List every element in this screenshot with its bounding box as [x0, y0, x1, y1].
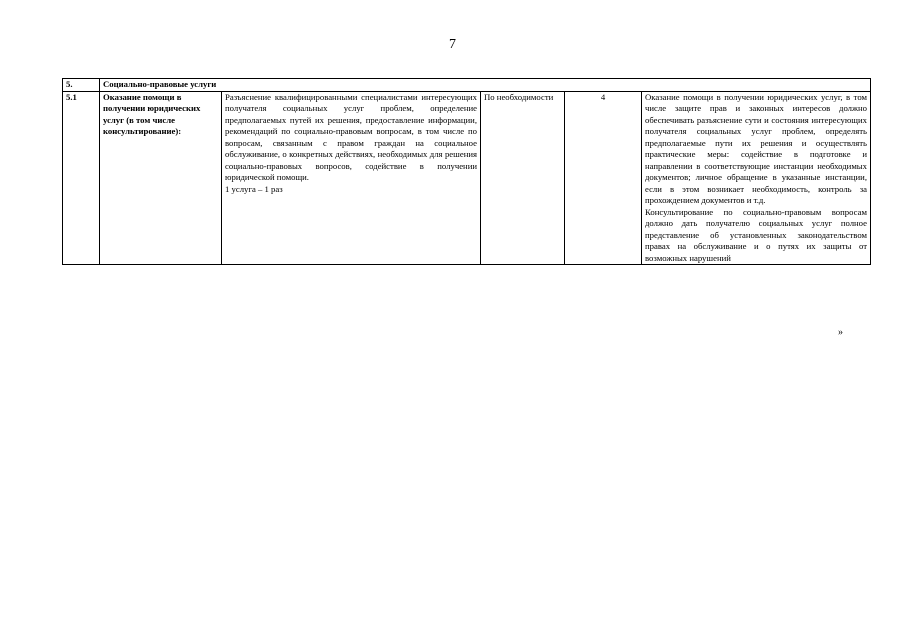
- service-conditions-cell: [642, 91, 871, 265]
- section-title: Социально-правовые услуги: [100, 79, 871, 92]
- service-description-cell: [222, 91, 481, 265]
- page-number: 7: [449, 37, 456, 52]
- service-name: Оказание помощи в получении юридических услуг (в том числе консультирование):: [100, 91, 222, 265]
- row-number: 5.1: [63, 91, 100, 265]
- closing-quote: »: [838, 327, 843, 338]
- table-row: [63, 91, 871, 265]
- service-conditions-1: Оказание помощи в получении юридических услуг, в том числе защите прав и законных интересов должно обеспечивать разъяснение сути и состояния интересующих получателя социальных услуг проблем, определять предполагаемые пути их решения и осуществлять практические меры: содействие в подготовке и направлении в соответствующие инстанции необходимых документов; личное обращение в указанные инстанции, если в этом возникает необходимость, контроль за прохождением документов и т.д.: [645, 91, 867, 205]
- services-table: [62, 78, 871, 265]
- section-row: [63, 79, 871, 92]
- service-conditions-2: Консультирование по социально-правовым вопросам должно дать получателю социальных услуг полное представление об установленных законодательством правах на обслуживание и о путях их защиты от возможных нарушений: [645, 206, 867, 263]
- section-number: 5.: [63, 79, 100, 92]
- service-norm: 1 услуга – 1 раз: [225, 183, 283, 194]
- service-description: Разъяснение квалифицированными специалистами интересующих получателя социальных услуг проблем, определение предполагаемых путей их решения, предоставление информации, рекомендаций по социально-правовым вопросам, в том числе по вопросам, связанным с правом граждан на социальное обслуживание, о конкретных действиях, необходимых для решения социально-правовых вопросов, содействие в получении юридической помощи.: [225, 91, 477, 182]
- service-frequency: По необходимости: [481, 91, 565, 265]
- service-value: 4: [565, 91, 642, 265]
